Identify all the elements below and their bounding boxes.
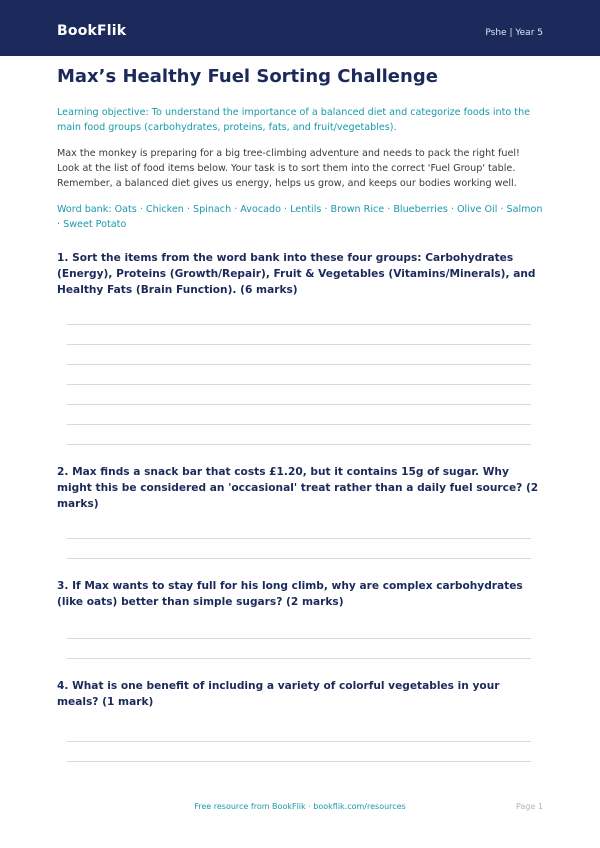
answer-line[interactable] bbox=[67, 658, 531, 659]
header-bar bbox=[0, 0, 600, 56]
answer-line[interactable] bbox=[67, 344, 531, 345]
brand-logo: BookFlik bbox=[57, 23, 127, 39]
answer-line[interactable] bbox=[67, 761, 531, 762]
answer-line[interactable] bbox=[67, 404, 531, 405]
answer-line[interactable] bbox=[67, 444, 531, 445]
answer-line[interactable] bbox=[67, 538, 531, 539]
answer-lines-3 bbox=[67, 638, 531, 659]
page-title: Max’s Healthy Fuel Sorting Challenge bbox=[57, 66, 438, 87]
word-bank: Word bank: Oats · Chicken · Spinach · Avocado · Lentils · Brown Rice · Blueberries · Olive Oil · Salmon · Sweet Potato bbox=[57, 204, 543, 230]
page-number: Page 1 bbox=[516, 802, 543, 811]
answer-line[interactable] bbox=[67, 424, 531, 425]
question-3: 3. If Max wants to stay full for his long climb, why are complex carbohydrates (like oats) better than simple sugars? (2 marks) bbox=[57, 580, 523, 608]
answer-lines-1 bbox=[67, 324, 531, 445]
subject-year-label: Pshe | Year 5 bbox=[485, 28, 543, 38]
worksheet-content bbox=[57, 66, 543, 762]
answer-lines-4 bbox=[67, 741, 531, 762]
answer-lines-2 bbox=[67, 538, 531, 559]
footer-credit-link[interactable]: Free resource from BookFlik · bookflik.com/resources bbox=[194, 802, 406, 811]
answer-line[interactable] bbox=[67, 364, 531, 365]
question-4: 4. What is one benefit of including a variety of colorful vegetables in your meals? (1 mark) bbox=[57, 680, 500, 708]
question-2: 2. Max finds a snack bar that costs £1.20, but it contains 15g of sugar. Why might this be considered an 'occasional' treat rather than a daily fuel source? (2 marks) bbox=[57, 466, 539, 510]
answer-line[interactable] bbox=[67, 324, 531, 325]
intro-paragraph: Max the monkey is preparing for a big tree-climbing adventure and needs to pack the right fuel! Look at the list of food items below. Your task is to sort them into the correct 'Fuel Group' table. Remember, a balanced diet gives us energy, helps us grow, and keeps our bodies working well. bbox=[57, 148, 520, 189]
answer-line[interactable] bbox=[67, 384, 531, 385]
question-1: 1. Sort the items from the word bank into these four groups: Carbohydrates (Energy), Proteins (Growth/Repair), Fruit & Vegetables (Vitamins/Minerals), and Healthy Fats (Brain Function). (6 marks) bbox=[57, 252, 536, 296]
answer-line[interactable] bbox=[67, 741, 531, 742]
answer-line[interactable] bbox=[67, 638, 531, 639]
learning-objective: Learning objective: To understand the importance of a balanced diet and categorize foods into the main food groups (carbohydrates, proteins, fats, and fruit/vegetables). bbox=[57, 107, 531, 133]
answer-line[interactable] bbox=[67, 558, 531, 559]
